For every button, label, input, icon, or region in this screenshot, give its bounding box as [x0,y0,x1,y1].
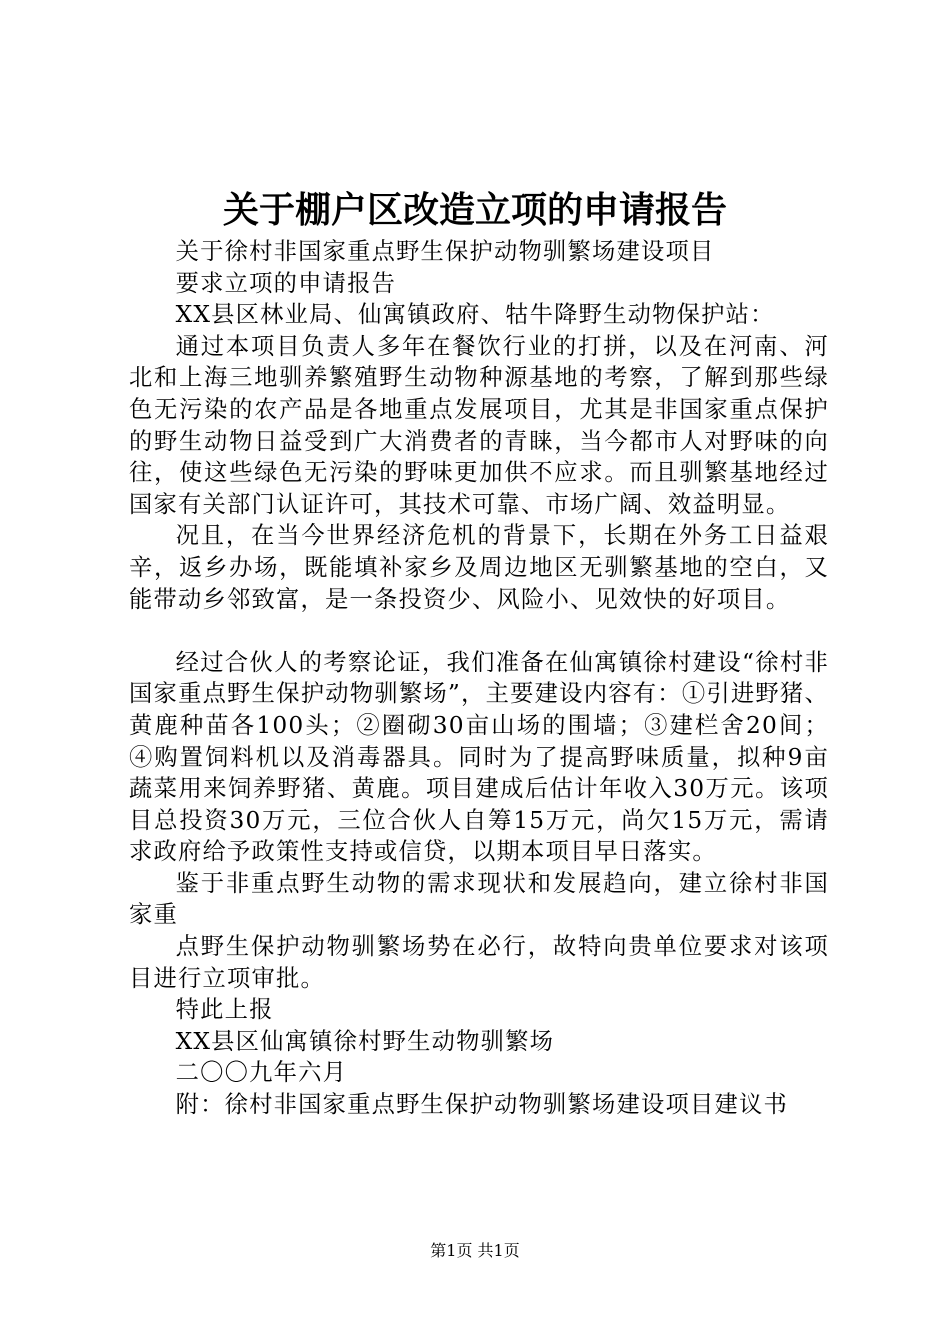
paragraph-subject-line-2: 要求立项的申请报告 [175,269,397,297]
paragraph-closing: 特此上报 [175,996,274,1024]
paragraph-signature: XX县区仙寓镇徐村野生动物驯繁场 [175,1027,555,1055]
paragraph-reasons: 况且，在当今世界经济危机的背景下，长期在外务工日益艰辛，返乡办场，既能填补家乡及周边地区无驯繁基地的空白，又能带动乡邻致富，是一条投资少、风险小、见效快的好项目。 [129,522,829,613]
paragraph-conclusion-2: 点野生保护动物驯繁场势在必行，故特向贵单位要求对该项目进行立项审批。 [129,933,829,992]
paragraph-conclusion-1: 鉴于非重点野生动物的需求现状和发展趋向，建立徐村非国家重 [129,869,829,929]
paragraph-addressee: XX县区林业局、仙寓镇政府、牯牛降野生动物保护站： [175,301,775,329]
document-title: 关于棚户区改造立项的申请报告 [222,189,727,231]
paragraph-background: 通过本项目负责人多年在餐饮行业的打拼，以及在河南、河北和上海三地驯养繁殖野生动物种源基地的考察，了解到那些绿色无污染的农产品是各地重点发展项目，尤其是非国家重点保护的野生动物日益受到广大消费者的青睐，当今都市人对野味的向往，使这些绿色无污染的野味更加供不应求。而且驯繁基地经过国家有关部门认证许可，其技术可靠、市场广阔、效益明显。 [129,332,829,518]
paragraph-plan: 经过合伙人的考察论证，我们准备在仙寓镇徐村建设“徐村非国家重点野生保护动物驯繁场”，主要建设内容有：①引进野猪、黄鹿种苗各100头；②圈砌30亩山场的围墙；③建栏舍20间；④购置饲料机以及消毒器具。同时为了提高野味质量，拟种9亩蔬菜用来饲养野猪、黄鹿。项目建成后估计年收入30万元。该项目总投资30万元，三位合伙人自筹15万元，尚欠15万元，需请求政府给予政策性支持或信贷，以期本项目早日落实。 [129,648,829,866]
paragraph-subject-line-1: 关于徐村非国家重点野生保护动物驯繁场建设项目 [175,238,715,265]
page-footer: 第1页 共1页 [430,1241,520,1260]
document-body [129,236,829,1121]
paragraph-attachment: 附：徐村非国家重点野生保护动物驯繁场建设项目建议书 [175,1091,789,1119]
paragraph-date: 二〇〇九年六月 [175,1059,348,1087]
